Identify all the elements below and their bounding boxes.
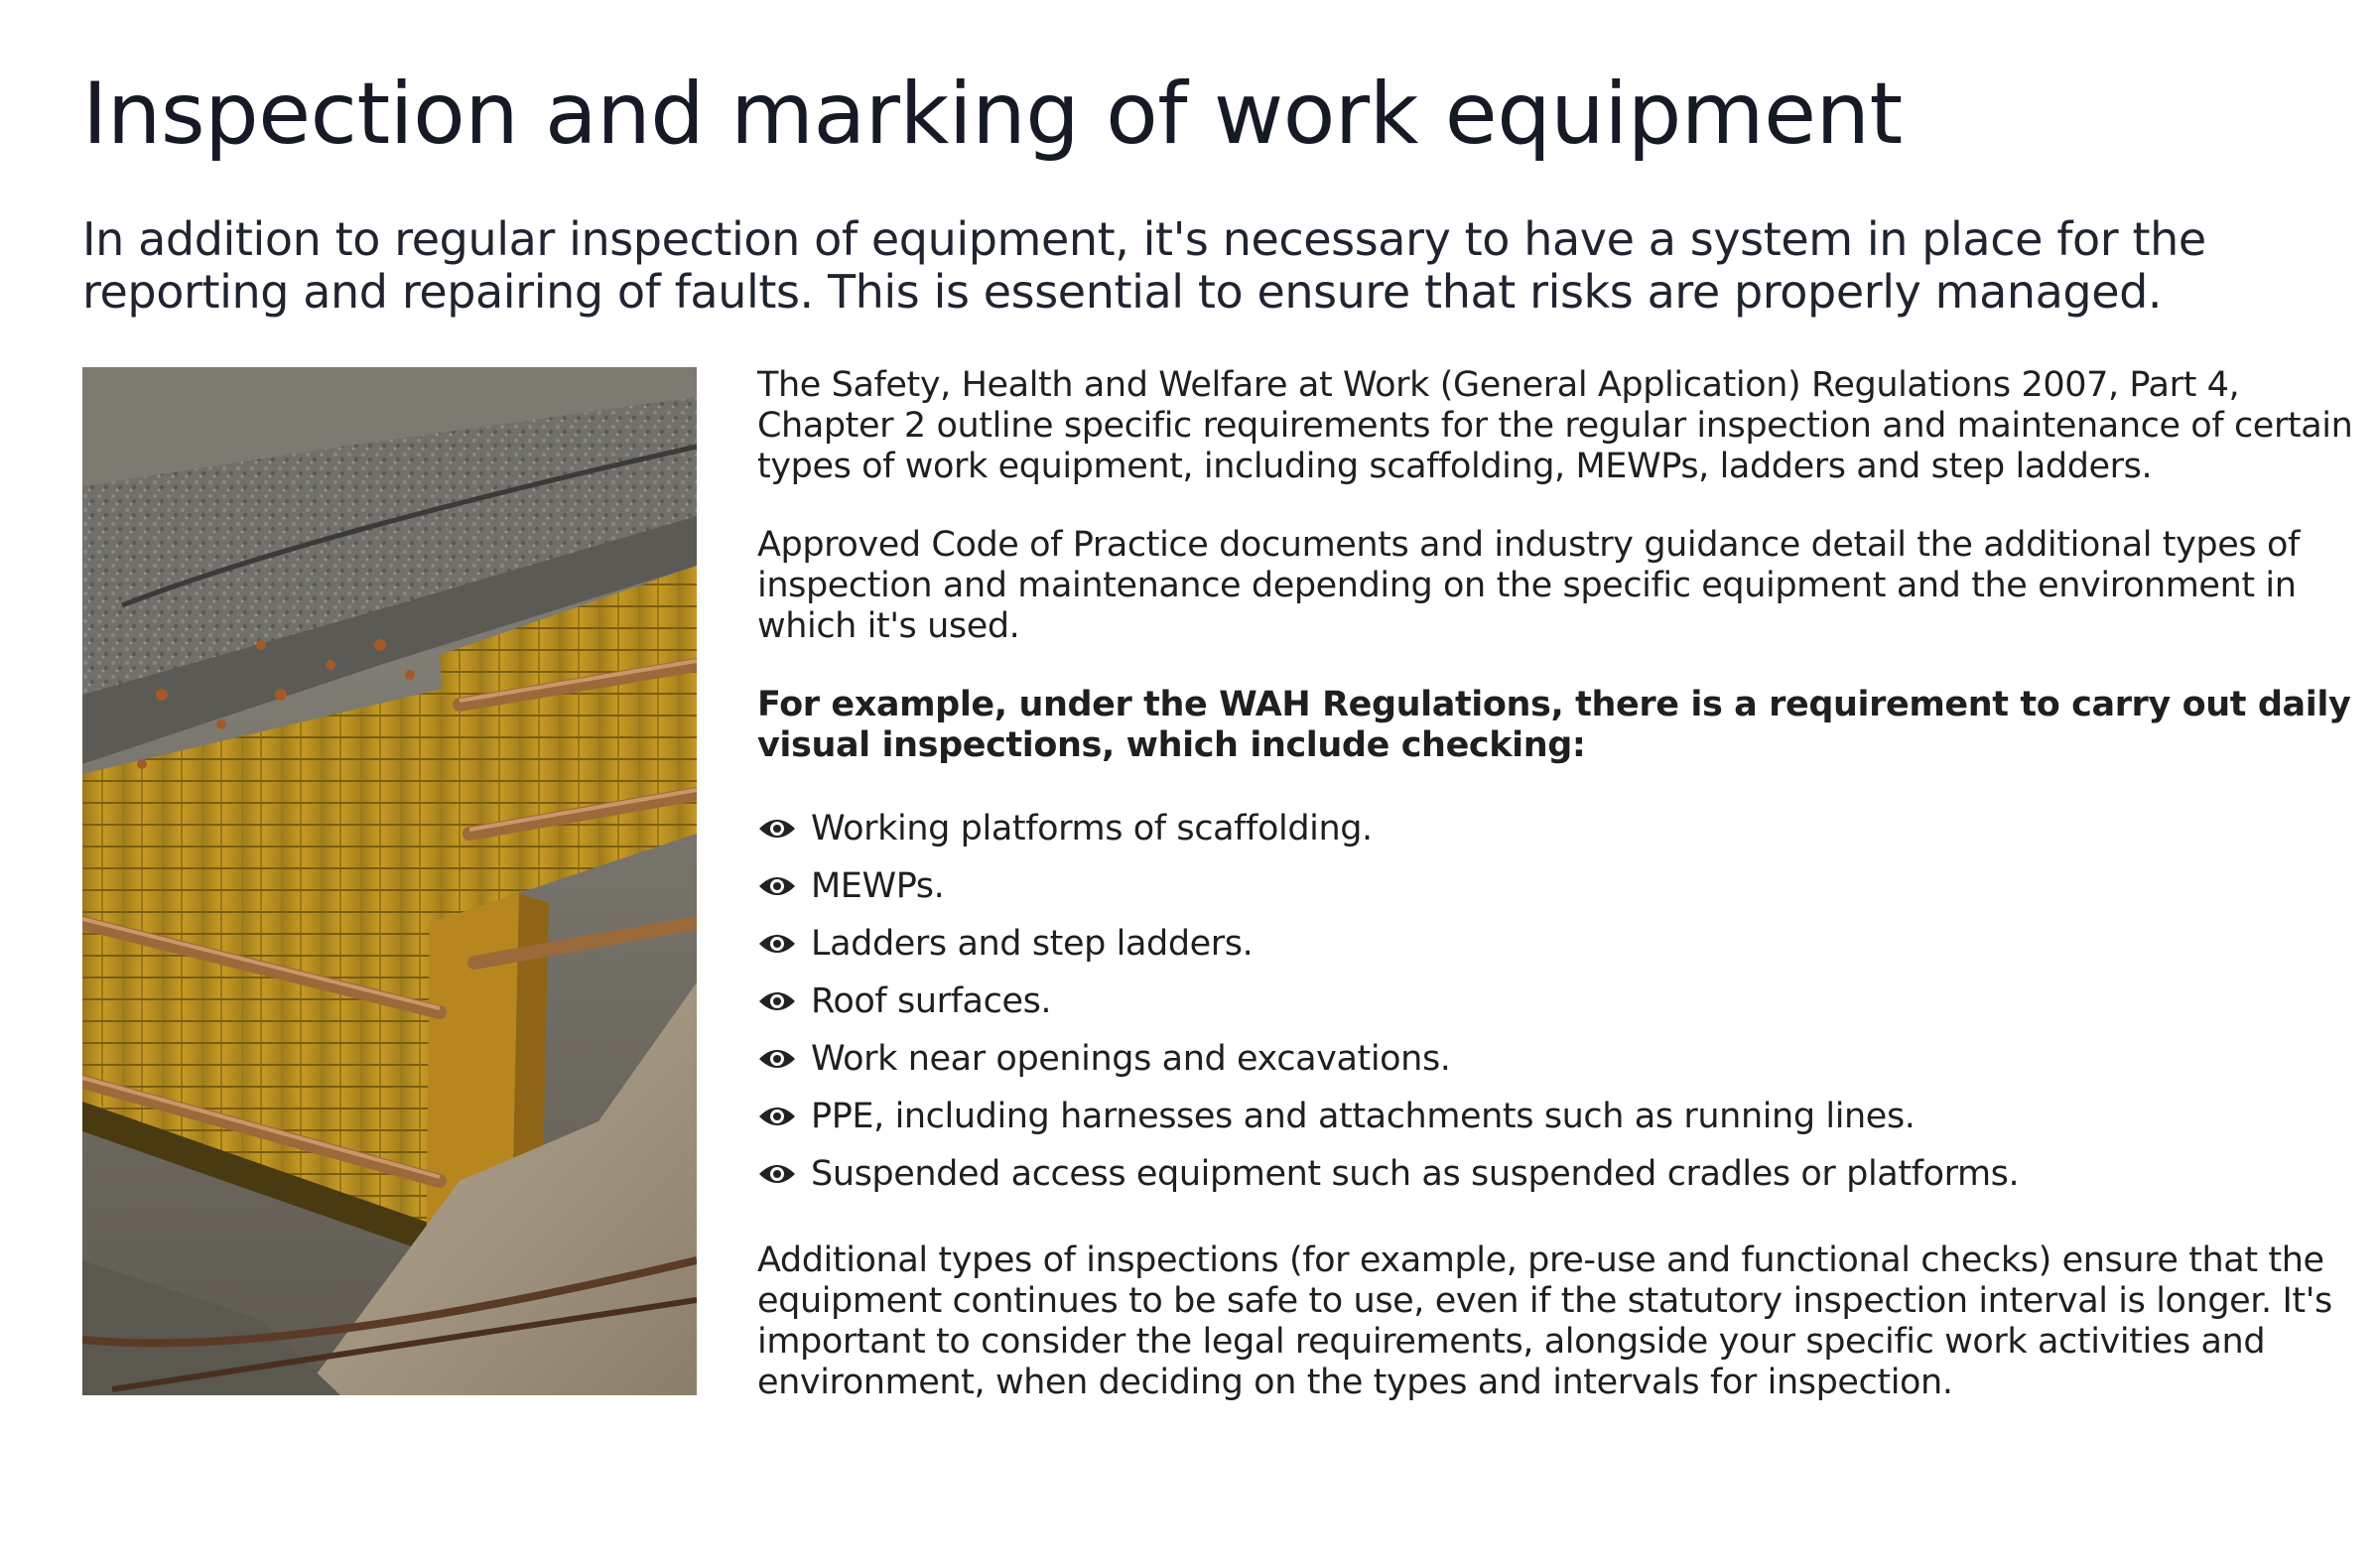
list-item-text: Ladders and step ladders. bbox=[811, 923, 1254, 964]
eye-icon bbox=[757, 815, 797, 843]
list-item-text: MEWPs. bbox=[811, 865, 945, 906]
inspection-checklist bbox=[757, 800, 2365, 1203]
eye-icon bbox=[757, 930, 797, 958]
eye-icon bbox=[757, 1160, 797, 1188]
list-item bbox=[757, 915, 2365, 973]
eye-icon bbox=[757, 987, 797, 1015]
list-item bbox=[757, 1030, 2365, 1088]
example-lead-paragraph: For example, under the WAH Regulations, there is a requirement to carry out daily visual inspections, which include checking: bbox=[757, 685, 2351, 765]
eye-icon bbox=[757, 872, 797, 900]
list-item bbox=[757, 1145, 2365, 1203]
article-body bbox=[757, 365, 2365, 1441]
regulations-paragraph: The Safety, Health and Welfare at Work (General Application) Regulations 2007, Part 4, Chapter 2 outline specific requirements for the regular inspection and maintenance of certain types of work equipment, including scaffolding, MEWPs, ladders and step ladders. bbox=[757, 365, 2353, 486]
intro-paragraph: In addition to regular inspection of equipment, it's necessary to have a system in place for the reporting and repairing of faults. This is essential to ensure that risks are properly managed. bbox=[82, 212, 2206, 319]
list-item-text: Working platforms of scaffolding. bbox=[811, 808, 1373, 848]
page-title: Inspection and marking of work equipment bbox=[82, 65, 1903, 164]
eye-icon bbox=[757, 1045, 797, 1073]
eye-icon bbox=[757, 1103, 797, 1130]
list-item bbox=[757, 973, 2365, 1030]
list-item bbox=[757, 800, 2365, 857]
list-item-text: Roof surfaces. bbox=[811, 980, 1052, 1021]
list-item-text: Work near openings and excavations. bbox=[811, 1038, 1451, 1079]
additional-inspections-paragraph: Additional types of inspections (for example, pre-use and functional checks) ensure that the equipment continues to be safe to use, even if the statutory inspection interval is longer. It's important to consider the legal requirements, alongside your specific work activities and environment, when deciding on the types and intervals for inspection. bbox=[757, 1240, 2332, 1402]
list-item bbox=[757, 857, 2365, 915]
trench-shoring-photo bbox=[82, 367, 697, 1395]
list-item-text: Suspended access equipment such as suspended cradles or platforms. bbox=[811, 1153, 2020, 1194]
code-of-practice-paragraph: Approved Code of Practice documents and industry guidance detail the additional types of inspection and maintenance depending on the specific equipment and the environment in which it's used. bbox=[757, 525, 2300, 646]
list-item-text: PPE, including harnesses and attachments such as running lines. bbox=[811, 1096, 1916, 1136]
list-item bbox=[757, 1088, 2365, 1145]
